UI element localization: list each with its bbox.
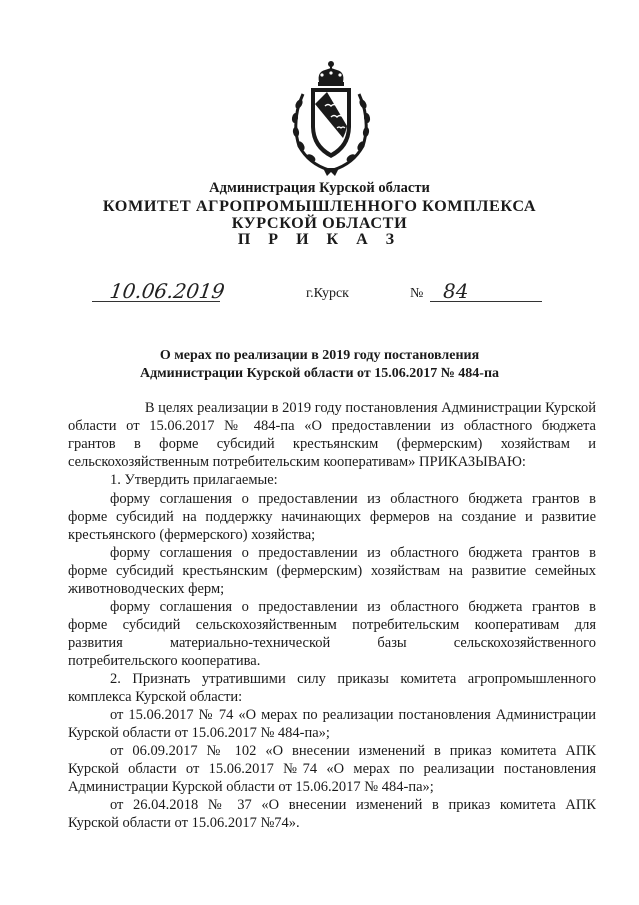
body-line: от 15.06.2017 № 74 «О мерах по реализации постановления Администрации [110,707,596,723]
body-line: от 06.09.2017 № 102 «О внесении изменений в приказ комитета АПК [110,743,596,759]
body-line: области от 15.06.2017 № 484-па «О предоставлении из областного бюджета [68,418,596,434]
body-line: форме субсидий сельскохозяйственным потребительским кооперативам для [68,617,596,633]
handwritten-date: 10.06.2019 [108,279,227,303]
order-title-line: О мерах по реализации в 2019 году постановления [159,348,480,363]
body-line: форме субсидий крестьянским (фермерским) хозяйствам на развитие семейных [68,563,596,579]
body-line: Курской области от 15.06.2017 №74 «О мерах по реализации постановления [68,761,596,777]
issuer-administration: Администрация Курской области [209,180,430,196]
number-sign: № [410,286,424,301]
coat-of-arms-icon [283,60,379,178]
body-line: крестьянского (фермерского) хозяйства; [68,527,316,543]
body-line: потребительского кооператива. [68,653,261,669]
document-type: П Р И К А З [237,231,402,248]
body-line: сельскохозяйственным потребительским кооперативам» ПРИКАЗЫВАЮ: [68,454,526,470]
body-line: форму соглашения о предоставлении из областного бюджета грантов в [110,545,596,561]
body-line: форму соглашения о предоставлении из областного бюджета грантов в [110,599,596,615]
body-line: развития материально-технической базы сельскохозяйственного [68,635,596,651]
number-underline [430,301,542,302]
city-label: г.Курск [306,286,349,301]
body-line: форме субсидий на поддержку начинающих фермеров на создание и развитие [68,509,596,525]
issuer-oblast: КУРСКОЙ ОБЛАСТИ [231,214,408,232]
body-line: животноводческих ферм; [68,581,225,597]
body-line: грантов в форме субсидий крестьянским (фермерским) хозяйствам и [68,436,596,452]
body-line: от 26.04.2018 № 37 «О внесении изменений в приказ комитета АПК [110,797,596,813]
handwritten-number: 84 [443,279,469,303]
body-line: 2. Признать утратившими силу приказы комитета агропромышленного [110,671,596,687]
issuer-committee: КОМИТЕТ АГРОПРОМЫШЛЕННОГО КОМПЛЕКСА [102,197,537,215]
body-line: В целях реализации в 2019 году постановления Администрации Курской [144,400,596,416]
body-line: Администрации Курской области от 15.06.2017 № 484-па»; [68,779,434,795]
body-line: форму соглашения о предоставлении из областного бюджета грантов в [110,491,596,507]
body-line: Курской области от 15.06.2017 №74». [68,815,300,831]
body-line: комплекса Курской области: [68,689,243,705]
date-underline [92,301,220,302]
body-line: 1. Утвердить прилагаемые: [110,472,278,488]
order-title-line: Администрации Курской области от 15.06.2017 № 484-па [139,366,500,381]
body-line: Курской области от 15.06.2017 № 484-па»; [68,725,330,741]
